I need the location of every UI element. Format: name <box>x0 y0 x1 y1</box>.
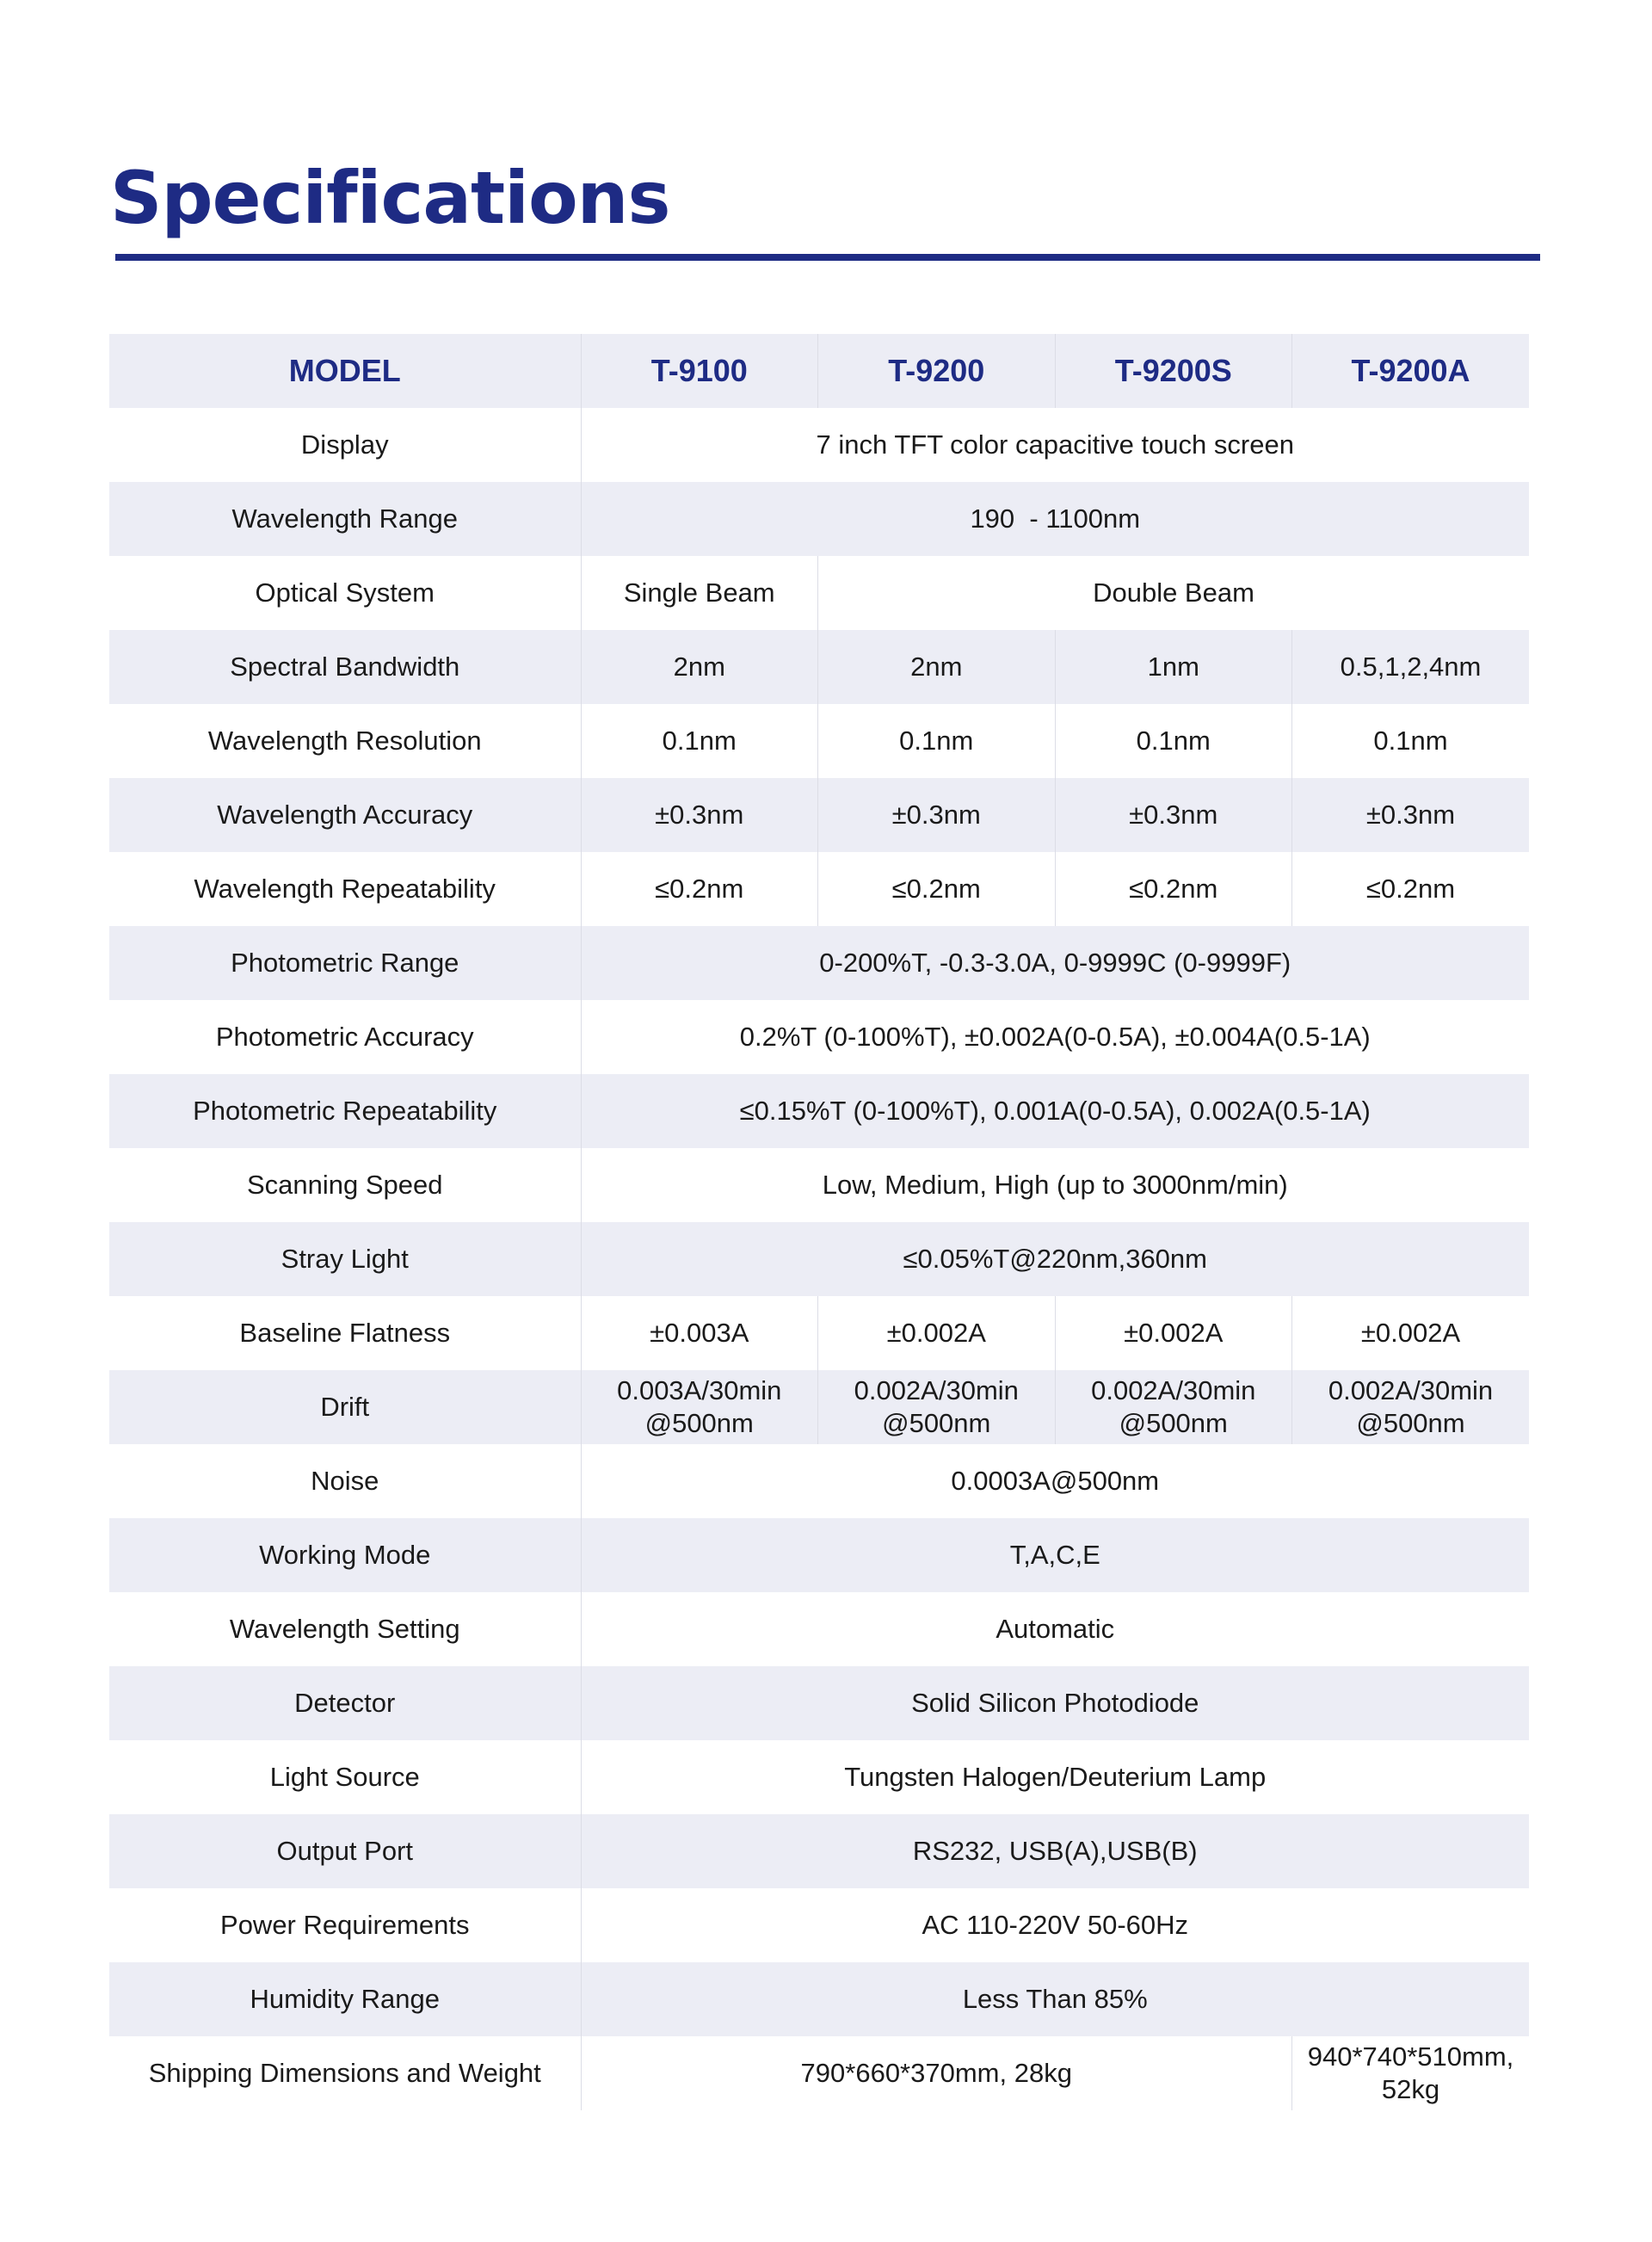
row-power-requirements <box>109 1888 1529 1962</box>
drift-wavelength: @500nm <box>1119 1408 1228 1438</box>
cell-t9200: 0.1nm <box>818 704 1056 778</box>
cell-t9100: 0.1nm <box>581 704 818 778</box>
drift-value: 0.003A/30min <box>617 1375 782 1405</box>
row-label: Photometric Accuracy <box>215 1022 474 1052</box>
row-scanning-speed <box>109 1148 1529 1222</box>
row-value: 0.0003A@500nm <box>581 1444 1529 1518</box>
cell-t9100: Single Beam <box>581 556 818 630</box>
row-display <box>109 408 1529 482</box>
row-value: 0-200%T, -0.3-3.0A, 0-9999C (0-9999F) <box>581 926 1529 1000</box>
shipping-dimensions: 940*740*510mm, <box>1307 2041 1514 2072</box>
cell-t9200a: ≤0.2nm <box>1292 852 1530 926</box>
row-photometric-range <box>109 926 1529 1000</box>
cell-t9200s: ±0.3nm <box>1055 778 1292 852</box>
row-value: ≤0.05%T@220nm,360nm <box>581 1222 1529 1296</box>
row-drift <box>109 1370 1529 1444</box>
header-t9200s: T-9200S <box>1055 334 1292 408</box>
row-value: Solid Silicon Photodiode <box>581 1666 1529 1740</box>
row-wavelength-repeatability <box>109 852 1529 926</box>
row-wavelength-accuracy <box>109 778 1529 852</box>
row-label: Drift <box>109 1370 581 1444</box>
row-photometric-accuracy <box>109 1000 1529 1074</box>
row-label: Wavelength Setting <box>229 1614 460 1644</box>
row-label: Baseline Flatness <box>239 1318 451 1348</box>
row-output-port <box>109 1814 1529 1888</box>
row-label: Scanning Speed <box>246 1170 443 1200</box>
cell-t9200 <box>818 1370 1056 1444</box>
cell-t9200: 2nm <box>818 630 1056 704</box>
row-value: Low, Medium, High (up to 3000nm/min) <box>581 1148 1529 1222</box>
row-noise <box>109 1444 1529 1518</box>
page-title: Specifications <box>110 156 670 240</box>
cell-t9200s: ≤0.2nm <box>1055 852 1292 926</box>
drift-wavelength: @500nm <box>644 1408 754 1438</box>
header-t9200a: T-9200A <box>1292 334 1530 408</box>
cell-t9200a: ±0.3nm <box>1292 778 1530 852</box>
row-wavelength-resolution <box>109 704 1529 778</box>
row-value: T,A,C,E <box>581 1518 1529 1592</box>
specifications-table <box>109 334 1529 2110</box>
row-baseline-flatness <box>109 1296 1529 1370</box>
row-humidity-range <box>109 1962 1529 2036</box>
drift-wavelength: @500nm <box>882 1408 991 1438</box>
row-value: 190 - 1100nm <box>581 482 1529 556</box>
header-t9200: T-9200 <box>818 334 1056 408</box>
cell-shipping-standard: 790*660*370mm, 28kg <box>581 2036 1292 2110</box>
cell-t9100 <box>581 1370 818 1444</box>
cell-double-beam: Double Beam <box>818 556 1530 630</box>
row-value: Less Than 85% <box>581 1962 1529 2036</box>
row-label: Noise <box>311 1466 379 1496</box>
cell-t9200: ±0.002A <box>818 1296 1056 1370</box>
cell-t9100: ±0.3nm <box>581 778 818 852</box>
cell-t9100: ±0.003A <box>581 1296 818 1370</box>
header-t9100: T-9100 <box>581 334 818 408</box>
row-shipping <box>109 2036 1529 2110</box>
row-label: Humidity Range <box>109 1962 581 2036</box>
row-detector <box>109 1666 1529 1740</box>
row-label: Detector <box>109 1666 581 1740</box>
shipping-weight: 52kg <box>1381 2074 1440 2104</box>
drift-value: 0.002A/30min <box>1091 1375 1256 1405</box>
drift-wavelength: @500nm <box>1356 1408 1465 1438</box>
row-label: Light Source <box>269 1762 420 1792</box>
cell-t9200s <box>1055 1370 1292 1444</box>
row-label: Output Port <box>109 1814 581 1888</box>
row-photometric-repeatability <box>109 1074 1529 1148</box>
row-label: Wavelength Resolution <box>207 726 482 756</box>
cell-t9100: 2nm <box>581 630 818 704</box>
row-label: Working Mode <box>109 1518 581 1592</box>
row-working-mode <box>109 1518 1529 1592</box>
cell-t9200a <box>1292 1370 1530 1444</box>
row-label: Display <box>300 429 389 460</box>
row-label: Wavelength Range <box>109 482 581 556</box>
cell-t9200s: 0.1nm <box>1055 704 1292 778</box>
cell-t9200: ≤0.2nm <box>818 852 1056 926</box>
row-value: AC 110-220V 50-60Hz <box>581 1888 1529 1962</box>
row-label: Power Requirements <box>220 1910 470 1940</box>
row-value: Tungsten Halogen/Deuterium Lamp <box>581 1740 1529 1814</box>
row-label: Spectral Bandwidth <box>109 630 581 704</box>
cell-t9200: ±0.3nm <box>818 778 1056 852</box>
cell-t9200a: 0.1nm <box>1292 704 1530 778</box>
row-value: 7 inch TFT color capacitive touch screen <box>581 408 1529 482</box>
cell-t9100: ≤0.2nm <box>581 852 818 926</box>
cell-t9200s: ±0.002A <box>1055 1296 1292 1370</box>
row-value: ≤0.15%T (0-100%T), 0.001A(0-0.5A), 0.002A(0.5-1A) <box>581 1074 1529 1148</box>
cell-t9200a: 0.5,1,2,4nm <box>1292 630 1530 704</box>
row-label: Wavelength Accuracy <box>109 778 581 852</box>
row-light-source <box>109 1740 1529 1814</box>
row-label: Optical System <box>255 577 435 608</box>
row-label: Photometric Repeatability <box>109 1074 581 1148</box>
drift-value: 0.002A/30min <box>854 1375 1019 1405</box>
cell-t9200s: 1nm <box>1055 630 1292 704</box>
row-wavelength-range <box>109 482 1529 556</box>
row-stray-light <box>109 1222 1529 1296</box>
row-label: Photometric Range <box>109 926 581 1000</box>
row-spectral-bandwidth <box>109 630 1529 704</box>
row-value: 0.2%T (0-100%T), ±0.002A(0-0.5A), ±0.004A(0.5-1A) <box>581 1000 1529 1074</box>
row-label: Shipping Dimensions and Weight <box>148 2058 541 2088</box>
row-optical-system <box>109 556 1529 630</box>
cell-shipping-t9200a <box>1292 2036 1530 2110</box>
header-model: MODEL <box>109 334 581 408</box>
table-header-row <box>109 334 1529 408</box>
row-label: Stray Light <box>109 1222 581 1296</box>
cell-t9200a: ±0.002A <box>1292 1296 1530 1370</box>
drift-value: 0.002A/30min <box>1328 1375 1494 1405</box>
title-divider <box>115 254 1540 261</box>
row-value: Automatic <box>581 1592 1529 1666</box>
row-label: Wavelength Repeatability <box>194 874 496 904</box>
row-wavelength-setting <box>109 1592 1529 1666</box>
row-value: RS232, USB(A),USB(B) <box>581 1814 1529 1888</box>
